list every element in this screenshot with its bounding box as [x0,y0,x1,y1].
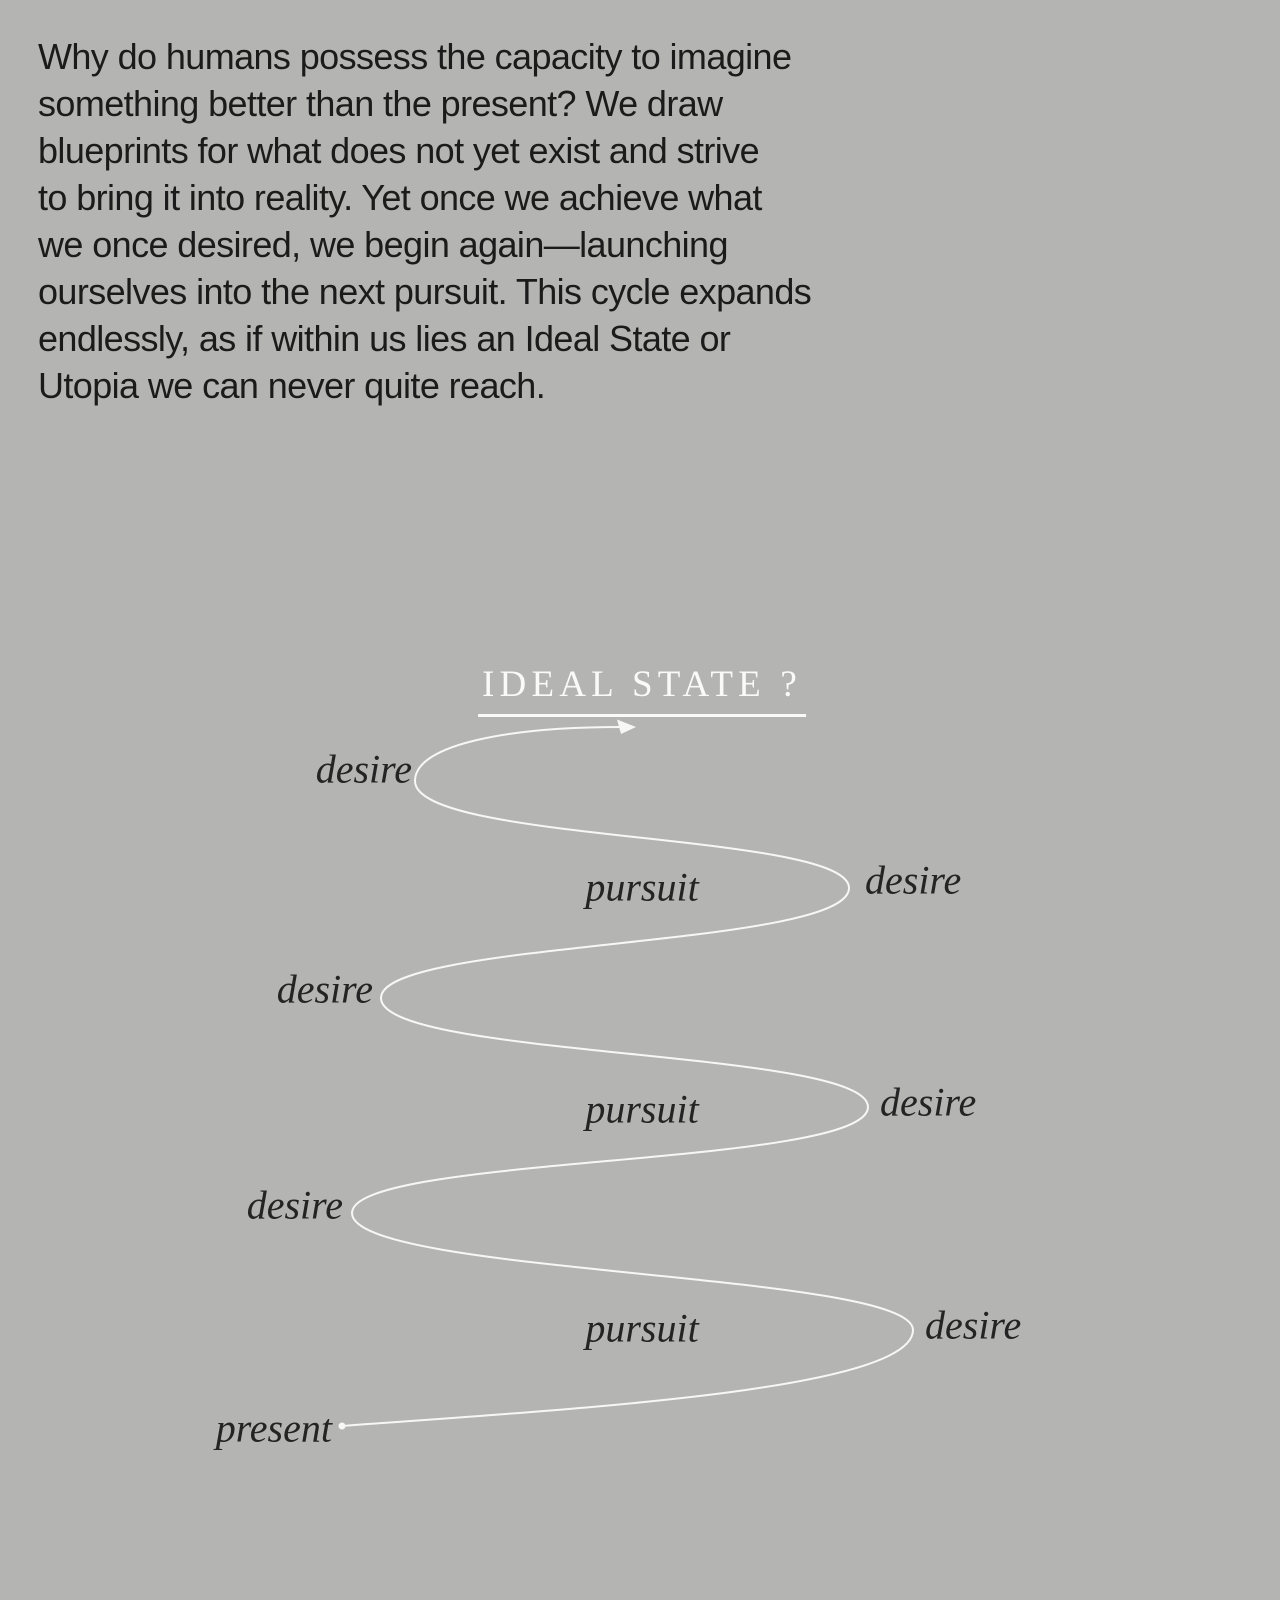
label-pursuit-3: pursuit [585,1305,699,1351]
label-desire-3: desire [276,966,373,1012]
label-desire-5: desire [246,1182,343,1228]
paragraph-line: Why do humans possess the capacity to imagine [38,36,792,77]
arrowhead-right-icon [617,720,636,735]
paragraph-line: Utopia we can never quite reach. [38,365,546,406]
label-desire-1: desire [315,746,412,792]
label-desire-4: desire [880,1079,977,1125]
label-pursuit-1: pursuit [585,864,699,910]
label-pursuit-2: pursuit [585,1086,699,1132]
paragraph-line: endlessly, as if within us lies an Ideal State or [38,318,731,359]
paragraph-line: blueprints for what does not yet exist and strive [38,130,759,171]
paragraph-line: something better than the present? We draw [38,83,723,124]
paragraph-line: we once desired, we begin again—launching [38,224,728,265]
label-desire-6: desire [925,1302,1022,1348]
paragraph-line: ourselves into the next pursuit. This cycle expands [38,271,812,312]
intro-paragraph [38,33,811,409]
label-desire-2: desire [865,857,962,903]
label-present: present [215,1405,332,1451]
paragraph-line: to bring it into reality. Yet once we achieve what [38,177,762,218]
ideal-state-title: IDEAL STATE ? [478,663,806,717]
dot-icon [339,1423,346,1430]
